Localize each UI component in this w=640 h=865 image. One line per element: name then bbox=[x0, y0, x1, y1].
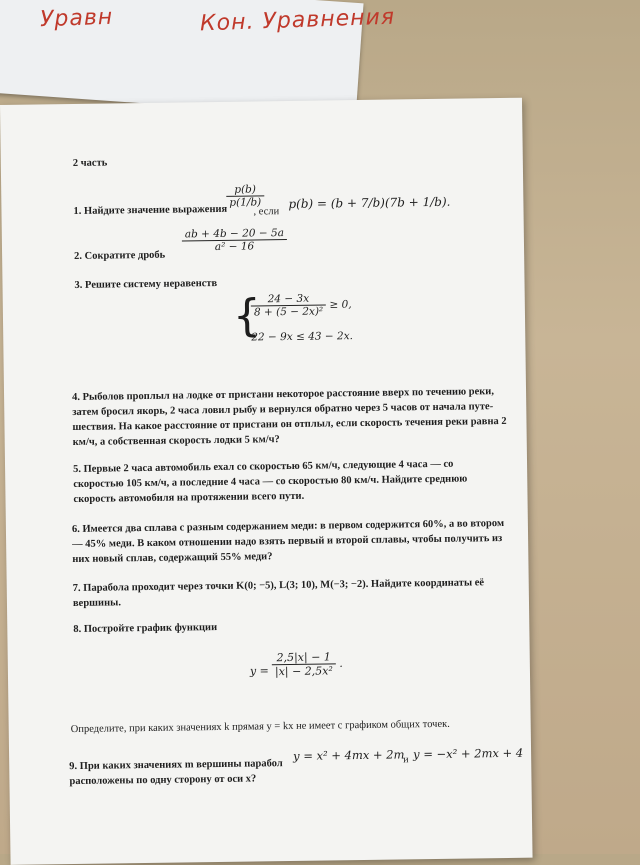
q6-line-1: 6. Имеется два сплава с разным содержанием меди: в первом содержится 60%, а во втором bbox=[71, 518, 505, 536]
q6-line-3: них новый сплав, содержащий 55% меди? bbox=[72, 551, 273, 566]
q1-if: , если bbox=[253, 206, 280, 218]
q9-line-2: расположены по одну сторону от оси x? bbox=[69, 773, 257, 788]
q1-fraction-den: p(1/b) bbox=[229, 196, 262, 209]
q7-line-1: 7. Парабола проходит через точки K(0; −5), L(3; 10), M(−3; −2). Найдите координаты её bbox=[72, 577, 485, 595]
q5-line-3: скорость автомобиля на протяжении всего пути. bbox=[73, 490, 305, 506]
q8-fraction-den: |x| − 2,5x² bbox=[274, 664, 333, 679]
q8-period: . bbox=[339, 656, 343, 670]
q9-and: и bbox=[403, 754, 409, 766]
q5-line-2: скоростью 105 км/ч, а последние 4 часа — со скоростью 80 км/ч. Найдите среднюю bbox=[73, 473, 468, 491]
q1-function: p(b) = (b + 7/b)(7b + 1/b). bbox=[288, 194, 451, 211]
q4-line-1: 4. Рыболов проплыл на лодке от пристани некоторое расстояние вверх по течению реки, bbox=[72, 386, 495, 404]
q5-line-1: 5. Первые 2 часа автомобиль ехал со скоростью 65 км/ч, следующие 4 часа — со bbox=[73, 458, 454, 476]
section-header: 2 часть bbox=[72, 157, 108, 169]
q8-y-label: y = bbox=[249, 664, 269, 678]
q6-line-2: — 45% меди. В каком отношении надо взять первый и второй сплавы, чтобы получить из bbox=[72, 533, 503, 551]
q1-fraction-num: p(b) bbox=[226, 183, 264, 197]
q7-line-2: вершины. bbox=[72, 597, 122, 610]
q2-fraction bbox=[182, 227, 287, 253]
q9-line-1: 9. При каких значениях m вершины парабол bbox=[69, 758, 283, 773]
q2-text: 2. Сократите дробь bbox=[74, 249, 166, 262]
worksheet-paper bbox=[0, 98, 533, 865]
q8-fraction-num: 2,5|x| − 1 bbox=[272, 650, 336, 665]
q3-ineq1-rel: ≥ 0, bbox=[329, 298, 352, 311]
handwriting-1: Уравн bbox=[39, 4, 114, 33]
handwriting-2: Кон. Уравнения bbox=[199, 4, 396, 37]
q8-text: 8. Постройте график функции bbox=[73, 622, 218, 636]
q4-line-2: затем бросил якорь, 2 часа ловил рыбу и вернулся обратно через 5 часов от начала путе- bbox=[72, 401, 494, 419]
q4-line-3: шествия. На какое расстояние от пристани он отплыл, если скорость течения реки равна 2 bbox=[72, 415, 507, 434]
q4-line-4: км/ч, а собственная скорость лодки 5 км/ч? bbox=[72, 434, 280, 449]
q3-inequality-1 bbox=[251, 292, 352, 318]
q9-equation-2: y = −x² + 2mx + 4 bbox=[413, 745, 524, 762]
q3-ineq1-den: 8 + (5 − 2x)² bbox=[253, 305, 324, 319]
q1-text: 1. Найдите значение выражения bbox=[73, 203, 228, 217]
q3-ineq1-num: 24 − 3x bbox=[251, 292, 326, 306]
q2-fraction-num: ab + 4b − 20 − 5a bbox=[182, 227, 287, 241]
q8-determine: Определите, при каких значениях k прямая y = kx не имеет с графиком общих точек. bbox=[70, 718, 450, 736]
q3-inequality-2: 22 − 9x ≤ 43 − 2x. bbox=[251, 330, 354, 344]
q9-equation-1: y = x² + 4mx + 2m bbox=[293, 747, 405, 763]
system-brace: { bbox=[232, 290, 262, 342]
q8-fraction bbox=[272, 650, 343, 678]
q3-text: 3. Решите систему неравенств bbox=[74, 277, 218, 291]
q2-fraction-den: a² − 16 bbox=[214, 240, 255, 254]
